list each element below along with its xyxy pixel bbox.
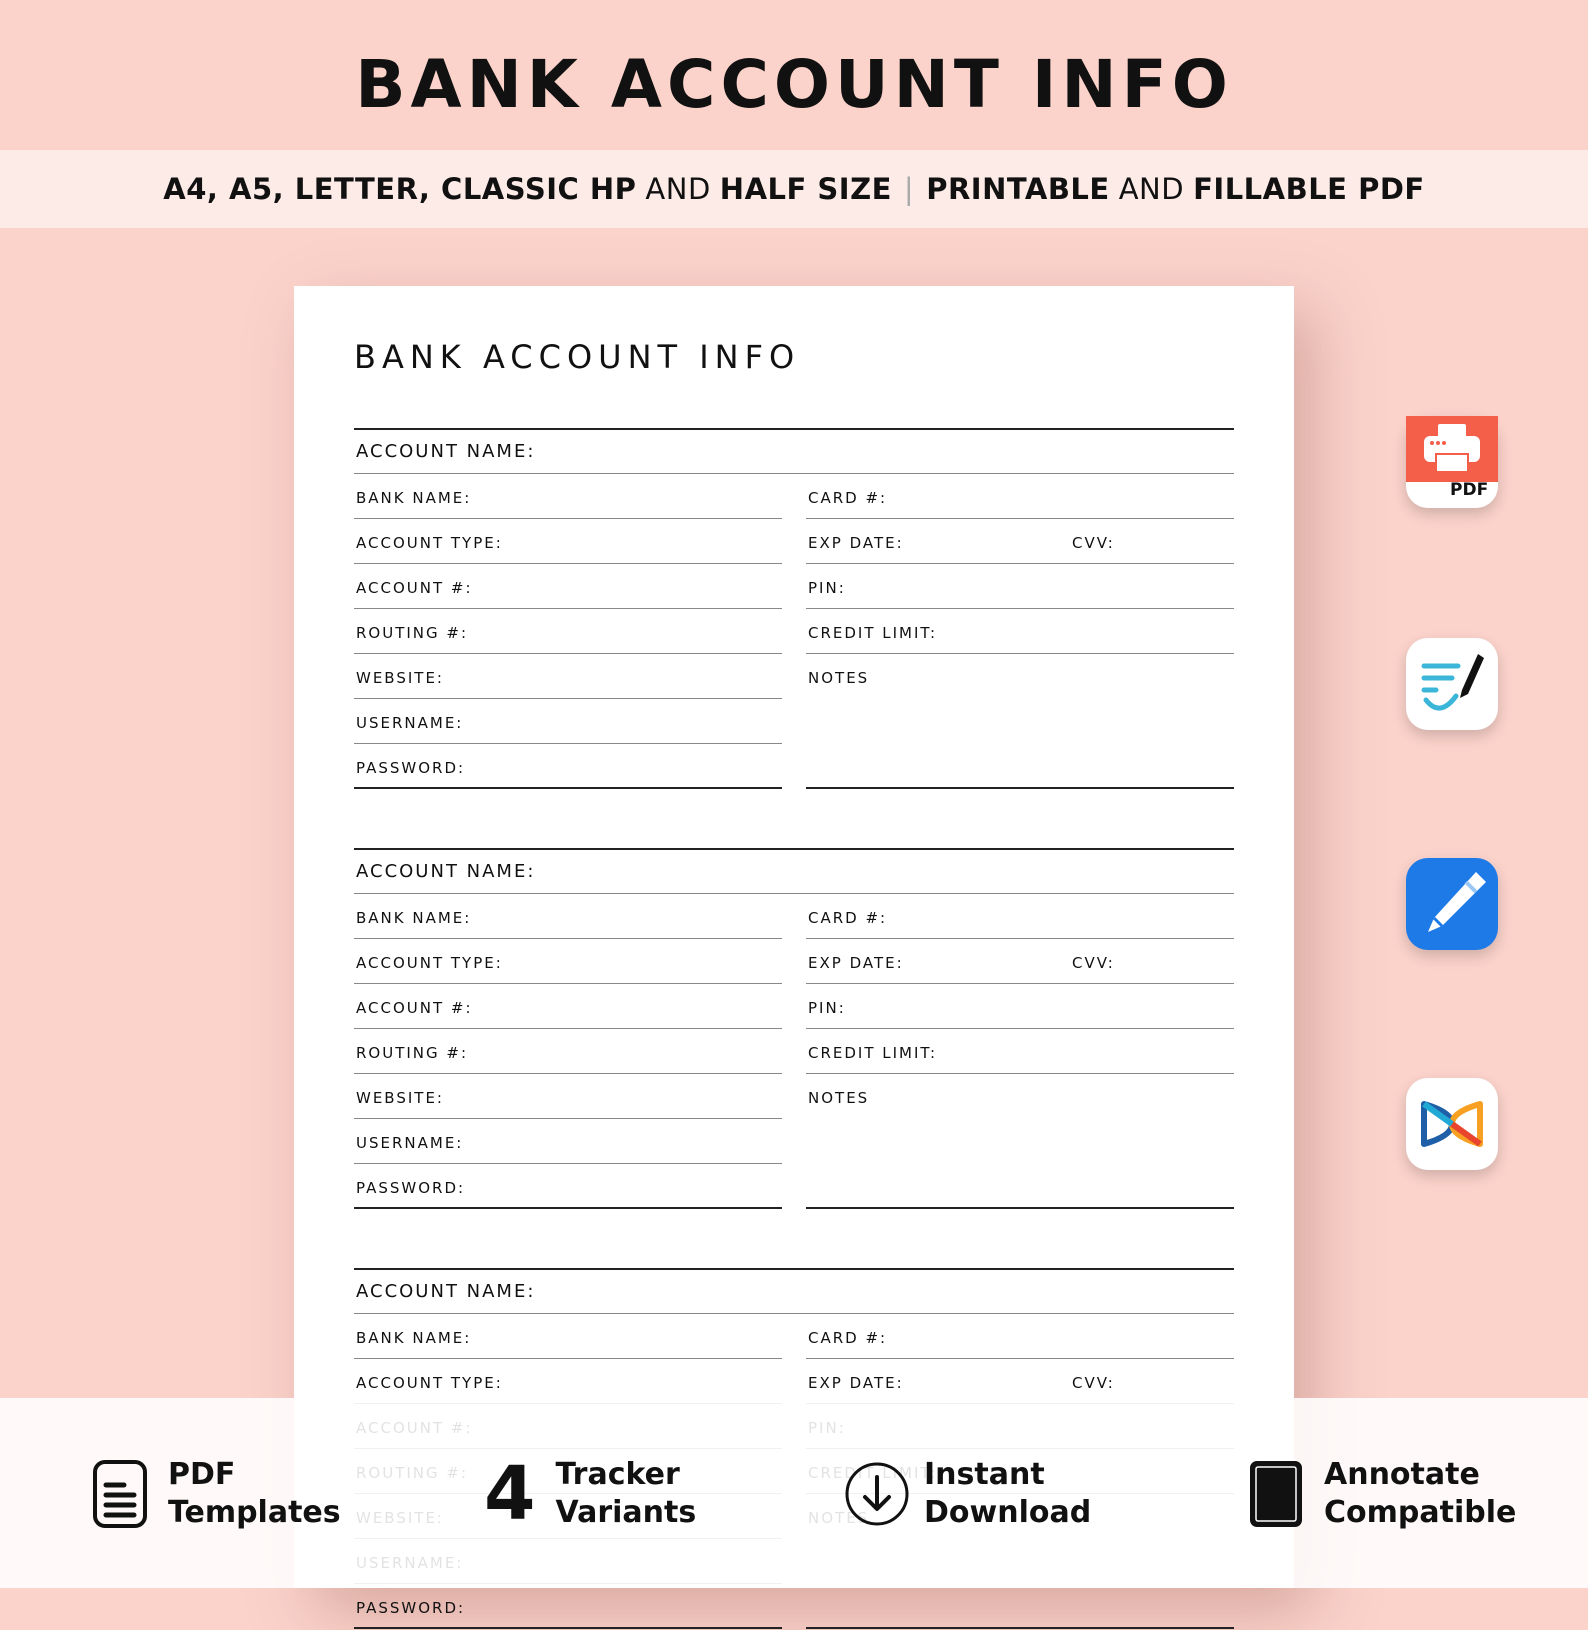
- signature-pen-icon: [1406, 638, 1498, 730]
- field-label: CREDIT LIMIT:: [808, 624, 937, 642]
- tablet-icon: [1248, 1459, 1304, 1529]
- field-label: PIN:: [808, 999, 846, 1017]
- field-label: EXP DATE:: [808, 1374, 904, 1392]
- field-label: CARD #:: [808, 489, 888, 507]
- separator: |: [903, 172, 915, 206]
- feature-line: Instant: [924, 1457, 1045, 1492]
- form-field[interactable]: [354, 1164, 782, 1209]
- field-label: CARD #:: [808, 909, 888, 927]
- form-field[interactable]: [354, 939, 782, 984]
- account-name-field[interactable]: [354, 848, 1234, 894]
- form-field[interactable]: [806, 939, 1234, 984]
- and-text: AND: [1118, 172, 1185, 206]
- field-label: ACCOUNT TYPE:: [356, 954, 503, 972]
- pen-app-icon: [1406, 858, 1498, 950]
- account-name-field[interactable]: [354, 1268, 1234, 1314]
- field-label: ACCOUNT NAME:: [356, 441, 536, 462]
- form-field[interactable]: [354, 984, 782, 1029]
- field-label: ROUTING #:: [356, 624, 469, 642]
- notes-label: NOTES: [808, 669, 870, 687]
- field-label: WEBSITE:: [356, 1089, 444, 1107]
- field-label: ACCOUNT NAME:: [356, 1281, 536, 1302]
- form-field[interactable]: [354, 1119, 782, 1164]
- form-field[interactable]: [354, 1314, 782, 1359]
- xodo-icon: [1406, 1078, 1498, 1170]
- form-field[interactable]: [806, 1029, 1234, 1074]
- document-list-icon: [92, 1459, 148, 1529]
- feature-instant-download: [844, 1454, 1091, 1534]
- field-label: EXP DATE:: [808, 534, 904, 552]
- half-size-text: HALF SIZE: [719, 172, 892, 206]
- account-name-field[interactable]: [354, 428, 1234, 474]
- template-sheet: [294, 286, 1294, 1617]
- feature-line: Templates: [168, 1495, 341, 1530]
- form-field[interactable]: [806, 564, 1234, 609]
- feature-bar: [0, 1398, 1588, 1588]
- form-field[interactable]: [354, 654, 782, 699]
- feature-annotate-compatible: [1248, 1454, 1516, 1534]
- form-field[interactable]: [806, 474, 1234, 519]
- format-subtitle: [0, 150, 1588, 228]
- feature-pdf-templates: [92, 1454, 341, 1534]
- form-field[interactable]: [354, 744, 782, 789]
- form-field[interactable]: [354, 1074, 782, 1119]
- field-label: ACCOUNT TYPE:: [356, 534, 503, 552]
- form-field[interactable]: [806, 1314, 1234, 1359]
- form-field[interactable]: [806, 894, 1234, 939]
- cvv-label: CVV:: [1072, 954, 1115, 972]
- form-field[interactable]: [354, 1029, 782, 1074]
- field-label: BANK NAME:: [356, 909, 472, 927]
- account-block: [354, 848, 1234, 1210]
- field-label: CREDIT LIMIT:: [808, 1044, 937, 1062]
- form-field[interactable]: [806, 609, 1234, 654]
- form-field[interactable]: [354, 474, 782, 519]
- download-icon: [844, 1461, 910, 1527]
- field-label: PASSWORD:: [356, 1599, 466, 1617]
- field-label: CARD #:: [808, 1329, 888, 1347]
- field-label: WEBSITE:: [356, 669, 444, 687]
- feature-line: Download: [924, 1495, 1092, 1530]
- form-field[interactable]: [354, 609, 782, 654]
- field-label: ACCOUNT #:: [356, 999, 473, 1017]
- form-field[interactable]: [354, 699, 782, 744]
- feature-tracker-variants: [484, 1451, 697, 1537]
- notes-label: NOTES: [808, 1089, 870, 1107]
- form-field[interactable]: [806, 519, 1234, 564]
- field-label: ACCOUNT NAME:: [356, 861, 536, 882]
- feature-line: PDF: [168, 1457, 236, 1492]
- field-label: ROUTING #:: [356, 1044, 469, 1062]
- field-label: EXP DATE:: [808, 954, 904, 972]
- banner-title: BANK ACCOUNT INFO: [355, 46, 1233, 123]
- printable-text: PRINTABLE: [926, 172, 1110, 206]
- field-label: USERNAME:: [356, 714, 464, 732]
- field-label: ACCOUNT TYPE:: [356, 1374, 503, 1392]
- field-label: BANK NAME:: [356, 489, 472, 507]
- formats-text: A4, A5, LETTER, CLASSIC HP: [163, 172, 637, 206]
- feature-line: Variants: [555, 1495, 697, 1530]
- sheet-title: BANK ACCOUNT INFO: [354, 338, 801, 376]
- pdf-label: PDF: [1450, 480, 1489, 500]
- form-field[interactable]: [354, 894, 782, 939]
- field-label: BANK NAME:: [356, 1329, 472, 1347]
- field-label: PASSWORD:: [356, 1179, 466, 1197]
- form-field[interactable]: [354, 564, 782, 609]
- form-field[interactable]: [354, 1584, 782, 1629]
- form-field[interactable]: [354, 519, 782, 564]
- account-block: [354, 428, 1234, 790]
- notes-field[interactable]: [806, 1074, 1234, 1209]
- feature-line: Tracker: [555, 1457, 680, 1492]
- form-field[interactable]: [806, 984, 1234, 1029]
- cvv-label: CVV:: [1072, 534, 1115, 552]
- field-label: PASSWORD:: [356, 759, 466, 777]
- variant-count: 4: [484, 1451, 536, 1537]
- feature-line: Compatible: [1324, 1495, 1517, 1530]
- field-label: ACCOUNT #:: [356, 579, 473, 597]
- and-text: AND: [645, 172, 711, 206]
- notes-field[interactable]: [806, 654, 1234, 789]
- fillable-text: FILLABLE PDF: [1193, 172, 1425, 206]
- field-label: USERNAME:: [356, 1134, 464, 1152]
- pdf-printer-icon: [1406, 416, 1498, 508]
- field-label: PIN:: [808, 579, 846, 597]
- cvv-label: CVV:: [1072, 1374, 1115, 1392]
- feature-line: Annotate: [1324, 1457, 1480, 1492]
